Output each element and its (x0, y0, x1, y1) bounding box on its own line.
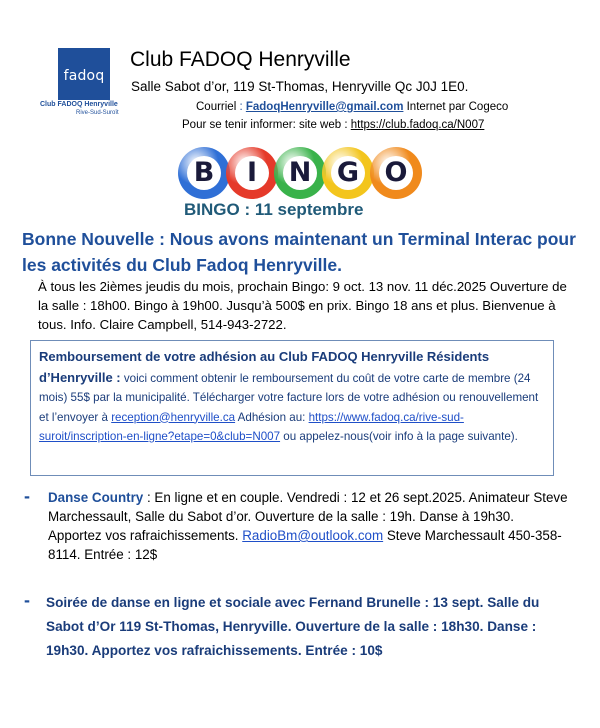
bingo-letter: G (331, 156, 365, 190)
club-address: Salle Sabot d’or, 119 St-Thomas, Henryville Qc J0J 1E0. (131, 79, 469, 94)
email-colon: : (236, 101, 246, 113)
reimbursement-text-2: Adhésion au: (235, 410, 309, 424)
logo-wordmark: fadoq (63, 68, 105, 84)
bingo-letter: N (283, 156, 317, 190)
bingo-letter: O (379, 156, 413, 190)
site-separator: : (341, 119, 351, 131)
logo-caption: Club FADOQ Henryville (40, 101, 118, 108)
email-link[interactable]: FadoqHenryville@gmail.com (245, 101, 404, 113)
logo-subcaption: Rive-Sud-Suroît (76, 110, 119, 116)
soiree-dance-item: Soirée de danse en ligne et sociale avec Fernand Brunelle : 13 sept. Salle du Sabot d’Or 119 St-Thomas, Henryville. Ouverture de la salle : 18h30. Danse : 19h30. Apportez vos rafraichissements. Entrée : 10$ (46, 595, 540, 658)
email-label: Courriel (196, 101, 237, 113)
bingo-ball-b (178, 147, 230, 199)
bingo-banner (178, 144, 428, 202)
headline-announcement: Bonne Nouvelle : Nous avons maintenant un Terminal Interac pour les activités du Club Fadoq Henryville. (22, 229, 576, 275)
dance-country-text: : En ligne et en couple. Vendredi : 12 et 26 sept.2025. Animateur Steve Marchessault, Salle du Sabot d’or. Ouverture de la salle : 19h. Danse à 19h30. Apportez vos rafraichissements. (48, 490, 568, 543)
dance-country-item (48, 488, 568, 564)
reimbursement-title: Remboursement de votre adhésion au Club FADOQ Henryville Résidents d’Henryville : (39, 349, 490, 385)
reimbursement-text: voici comment obtenir le remboursement du coût de votre carte de membre (24 mois) 55$ par la municipalité. Télécharger votre facture lors de votre adhésion ou renouvellement et l’envoyer à (39, 371, 539, 424)
internet-note: Internet par Cogeco (403, 101, 509, 113)
club-title: Club FADOQ Henryville (130, 48, 351, 71)
bingo-ball-g (322, 147, 374, 199)
reimbursement-text-3: ou appelez-nous(voir info à la page suivante). (280, 430, 518, 443)
bullet-dash: - (24, 590, 30, 610)
bingo-ball-n (274, 147, 326, 199)
reimbursement-box (30, 340, 554, 476)
dance-country-title: Danse Country (48, 490, 144, 505)
bingo-date: BINGO : 11 septembre (184, 200, 364, 219)
contact-email-line (196, 101, 508, 113)
bullet-dash: - (24, 486, 30, 506)
website-link[interactable]: https://club.fadoq.ca/N007 (350, 119, 485, 131)
registration-link[interactable]: https://www.fadoq.ca/rive-sud-suroit/inscription-en-ligne?etape=0&club=N007 (39, 410, 464, 443)
bingo-ball-i (226, 147, 278, 199)
bingo-letter: B (187, 156, 221, 190)
bingo-letter: I (235, 156, 269, 190)
dance-country-contact: Steve Marchessault 450-358-8114. Entrée : 12$ (48, 528, 562, 562)
website-line (182, 119, 484, 131)
bingo-info-paragraph: À tous les 2ièmes jeudis du mois, prochain Bingo: 9 oct. 13 nov. 11 déc.2025 Ouverture de la salle : 18h00. Bingo à 19h00. Jusqu’à 500$ en prix. Bingo 18 ans et plus. Bienvenue à tous. Info. Claire Campbell, 514-943-2722. (38, 279, 567, 332)
reception-email-link[interactable]: reception@henryville.ca (111, 410, 236, 424)
fadoq-logo (58, 48, 110, 100)
radio-email-link[interactable]: RadioBm@outlook.com (242, 528, 384, 543)
site-label: Pour se tenir informer: site web (182, 119, 342, 131)
bingo-ball-o (370, 147, 422, 199)
